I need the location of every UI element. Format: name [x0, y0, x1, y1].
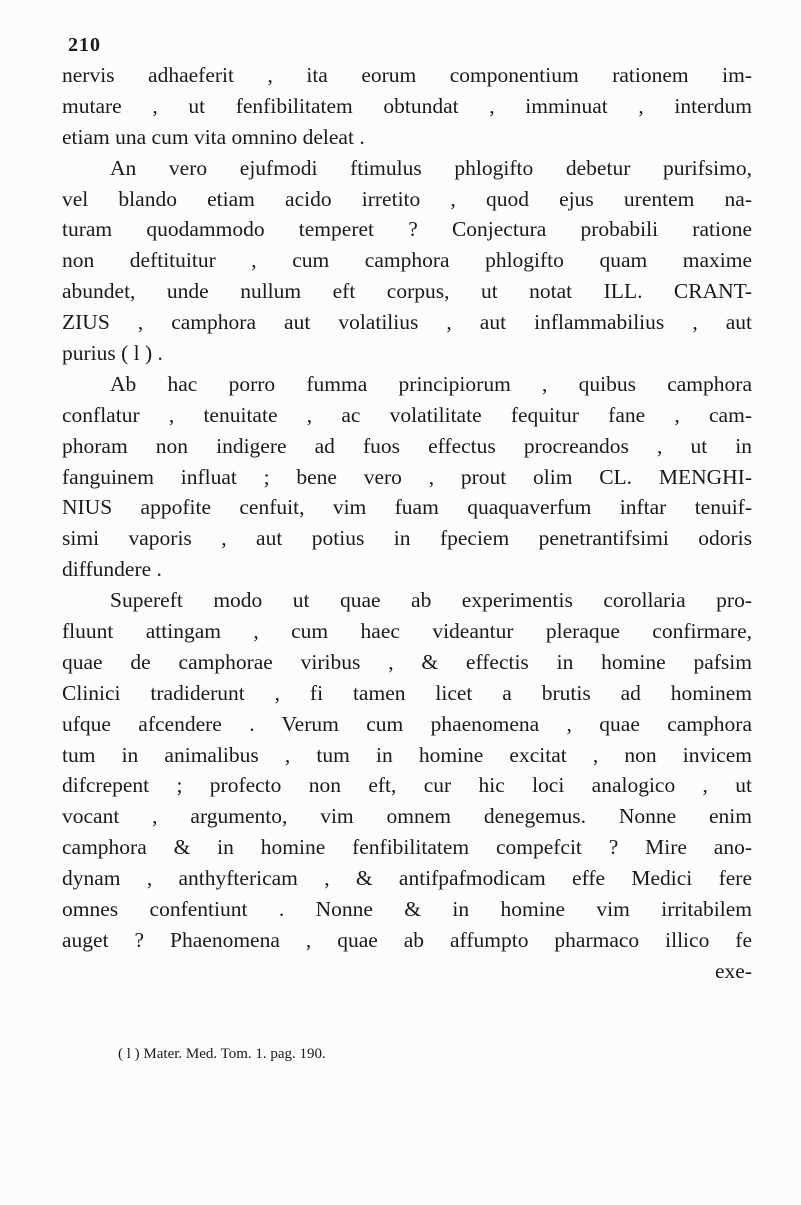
text-line: etiam una cum vita omnino deleat . — [62, 124, 365, 149]
text-line: NIUS appofite cenfuit, vim fuam quaquaverfum inftar tenuif- — [62, 495, 752, 520]
text-line: abundet, unde nullum eft corpus, ut notat ILL. CRANT- — [62, 279, 752, 304]
catchword: exe- — [715, 958, 752, 983]
text-line: ZIUS , camphora aut volatilius , aut inflammabilius , aut — [62, 310, 752, 335]
text-line: Ab hac porro fumma principiorum , quibus camphora — [110, 371, 752, 396]
text-line: vel blando etiam acido irretito , quod ejus urentem na- — [62, 186, 752, 211]
text-line: difcrepent ; profecto non eft, cur hic loci analogico , ut — [62, 773, 752, 798]
text-line: non deftituitur , cum camphora phlogifto quam maxime — [62, 248, 752, 273]
footnote: ( l ) Mater. Med. Tom. 1. pag. 190. — [118, 1046, 326, 1062]
text-line: camphora & in homine fenfibilitatem compefcit ? Mire ano- — [62, 835, 752, 860]
text-line: simi vaporis , aut potius in fpeciem penetrantifsimi odoris — [62, 526, 752, 551]
text-line: phoram non indigere ad fuos effectus procreandos , ut in — [62, 433, 752, 458]
text-line: auget ? Phaenomena , quae ab affumpto pharmaco illico fe — [62, 927, 752, 952]
text-line: vocant , argumento, vim omnem denegemus. Nonne enim — [62, 804, 752, 829]
text-line: quae de camphorae viribus , & effectis in homine pafsim — [62, 649, 752, 674]
text-line: diffundere . — [62, 557, 162, 582]
text-line: ufque afcendere . Verum cum phaenomena , quae camphora — [62, 711, 752, 736]
text-line: turam quodammodo temperet ? Conjectura probabili ratione — [62, 217, 752, 242]
text-line: Clinici tradiderunt , fi tamen licet a brutis ad hominem — [62, 680, 752, 705]
text-line: conflatur , tenuitate , ac volatilitate fequitur fane , cam- — [62, 402, 752, 427]
body-text — [62, 60, 752, 987]
text-line: dynam , anthyftericam , & antifpafmodicam effe Medici fere — [62, 866, 752, 891]
text-line: omnes confentiunt . Nonne & in homine vim irritabilem — [62, 897, 752, 922]
text-line: mutare , ut fenfibilitatem obtundat , imminuat , interdum — [62, 93, 752, 118]
page-number: 210 — [68, 34, 101, 56]
text-line: nervis adhaeferit , ita eorum componentium rationem im- — [62, 63, 752, 87]
text-line: Supereft modo ut quae ab experimentis corollaria pro- — [110, 588, 752, 613]
text-line: An vero ejufmodi ftimulus phlogifto debetur purifsimo, — [110, 155, 752, 180]
text-line: purius ( l ) . — [62, 341, 163, 366]
text-line: tum in animalibus , tum in homine excitat , non invicem — [62, 742, 752, 767]
text-line: fanguinem influat ; bene vero , prout olim CL. MENGHI- — [62, 464, 752, 489]
text-line: fluunt attingam , cum haec videantur pleraque confirmare, — [62, 619, 752, 644]
